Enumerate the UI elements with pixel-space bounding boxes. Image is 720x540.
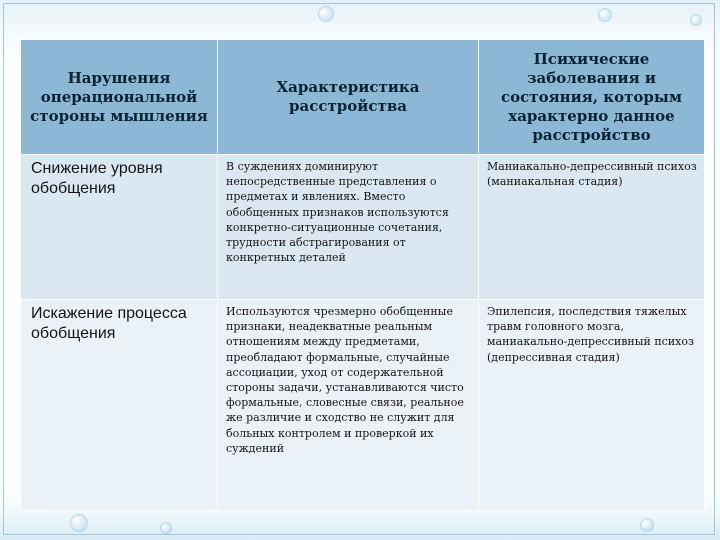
header-diseases: Психические заболевания и состояния, которым характерно данное расстройство — [479, 40, 705, 155]
header-violation: Нарушения операциональной стороны мышления — [21, 40, 218, 155]
decorative-bubble — [690, 14, 702, 26]
thinking-disorders-table — [20, 39, 705, 511]
cell-characteristic: В суждениях доминируют непосредственные представления о предметах и явлениях. Вместо обобщенных признаков используются конкретно-ситуационные сочетания, трудности абстрагирования от конкретных деталей — [218, 155, 479, 300]
decorative-bubble — [640, 518, 654, 532]
table-header-row — [21, 40, 705, 155]
decorative-bubble — [598, 8, 612, 22]
cell-characteristic: Используются чрезмерно обобщенные признаки, неадекватные реальным отношениям между предметами, преобладают формальные, случайные ассоциации, уход от содержательной стороны задачи, устанавливаются чисто формальные, словесные связи, реальное же различие и сходство не служит для больных контролем и проверкой их суждений — [218, 300, 479, 511]
decorative-bubble — [70, 514, 88, 532]
decorative-bubble — [160, 522, 172, 534]
cell-violation: Искажение процесса обобщения — [21, 300, 218, 511]
decorative-bubble — [318, 6, 334, 22]
table-row — [21, 300, 705, 511]
cell-diseases: Маниакально-депрессивный психоз (маниакальная стадия) — [479, 155, 705, 300]
header-characteristic: Характеристика расстройства — [218, 40, 479, 155]
table-row — [21, 155, 705, 300]
cell-diseases: Эпилепсия, последствия тяжелых травм головного мозга, маниакально-депрессивный психоз (депрессивная стадия) — [479, 300, 705, 511]
cell-violation: Снижение уровня обобщения — [21, 155, 218, 300]
